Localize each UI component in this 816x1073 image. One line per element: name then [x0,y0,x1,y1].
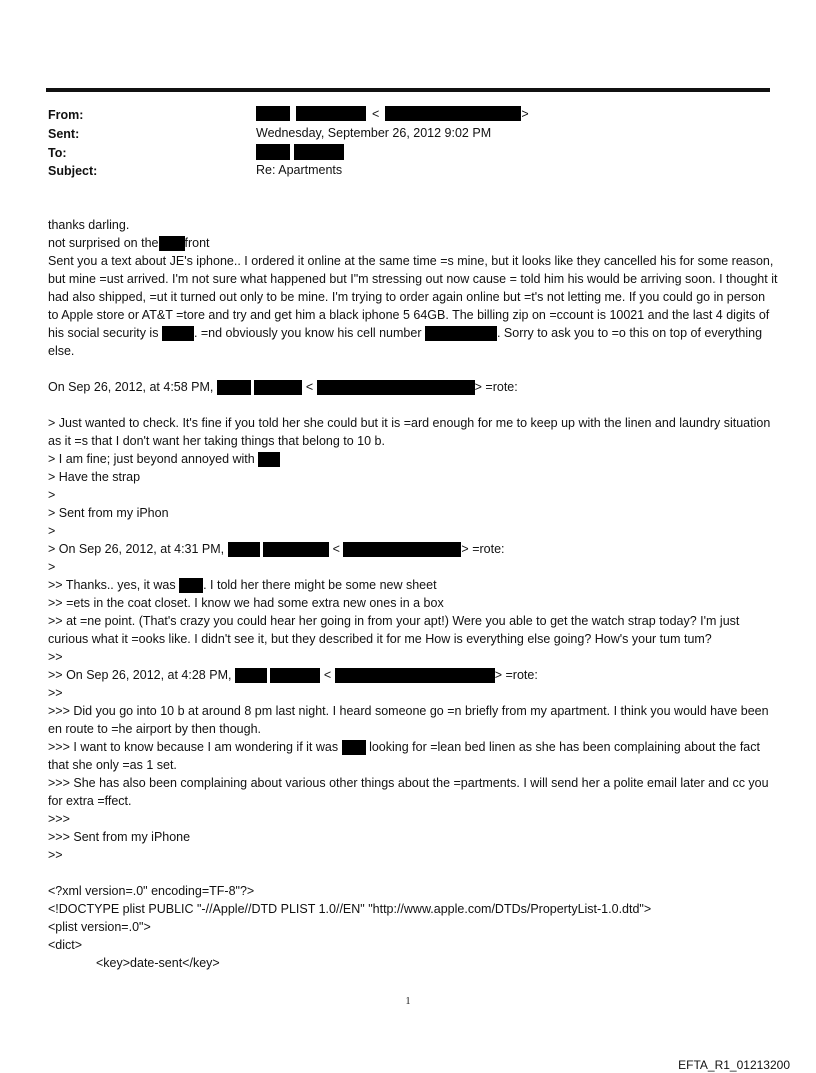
redaction-box [235,668,267,683]
quote-paragraph: >> at =ne point. (That's crazy you could hear her going in from your apt!) Were you able to get the watch strap today? I'm just curious what it =ooks like. I didn't see it, but they described it for me How is everything else going? How's your tum tum? [48,614,740,646]
body-line: thanks darling. [48,218,130,232]
redaction-box [179,578,203,593]
quote-line: >> [48,686,63,700]
subject-label: Subject: [48,164,98,178]
header-divider [46,88,770,92]
to-label: To: [48,146,67,160]
body-paragraph: Sent you a text about JE's iphone.. I ordered it online at the same time =s mine, but it looks like they cancelled his for some reason, but mine =ust arrived. I'm not sure what happened but I"m stressing out now cause = told him his would be arriving soon. I thought it had also shipped, =ut it turned out only to be mine. I'm trying to order again online but =t's not letting me. If you could go in person to Apple store or AT&T =tore and try and get him a black iphone 5 64GB. The billing zip on =ccount is 10021 and the last 4 digits of his social security is . =nd obviously you know his cell number . Sorry to ask you to =o this on top of everything else. [48,254,778,358]
sent-label: Sent: [48,127,80,141]
quote-line: >> [48,848,63,862]
quote-paragraph: >>> I want to know because I am wondering if it was looking for =lean bed linen as she has been complaining about the fact that she only =as 1 set. [48,740,760,772]
quote-header: > On Sep 26, 2012, at 4:31 PM, < > =rote: [48,542,505,556]
redaction-box [342,740,366,755]
quote-line: > Have the strap [48,470,141,484]
xml-line: <plist version=.0"> [48,920,151,934]
quote-line: >>> Sent from my iPhone [48,830,191,844]
redaction-box [425,326,497,341]
from-value [256,106,529,121]
redaction-box [294,144,344,160]
page-number: 1 [405,996,411,1007]
quote-line: >> Thanks.. yes, it was . I told her there might be some new sheet [48,578,437,592]
subject-value: Re: Apartments [256,163,343,177]
redaction-box [256,144,290,160]
quote-line: > I am fine; just beyond annoyed with [48,450,778,468]
from-lt: < [372,106,380,121]
from-gt: > [521,106,529,121]
redaction-box [258,452,280,467]
quote-line: > [48,560,56,574]
quote-paragraph: >>> She has also been complaining about various other things about the =partments. I will send her a polite email later and cc you for extra =ffect. [48,776,769,808]
redaction-box [343,542,461,557]
xml-line: <dict> [48,938,83,952]
redaction-box [270,668,320,683]
redaction-box [162,326,194,341]
redaction-box [256,106,290,121]
quote-header: On Sep 26, 2012, at 4:58 PM, < > =rote: [48,380,518,394]
document-id: EFTA_R1_01213200 [678,1058,790,1072]
body-line: not surprised on the front [48,236,210,250]
redaction-box [254,380,302,395]
sent-value: Wednesday, September 26, 2012 9:02 PM [256,126,492,140]
quote-header: >> On Sep 26, 2012, at 4:28 PM, < > =rote: [48,668,538,682]
redaction-box [228,542,260,557]
redaction-box [317,380,475,395]
quote-line: >> [48,650,63,664]
quote-paragraph: > Just wanted to check. It's fine if you told her she could but it is =ard enough for me to keep up with the linen and laundry situation as it =s that I don't want her taking things that belong to 10 b. [48,416,771,448]
from-label: From: [48,108,84,122]
to-value [256,144,344,160]
redaction-box [385,106,521,121]
quote-paragraph: >>> Did you go into 10 b at around 8 pm last night. I heard someone go =n briefly from my apartment. I think you would have been en route to =he airport by then though. [48,704,769,736]
email-body [48,216,778,972]
quote-line: > [48,488,56,502]
redaction-box [335,668,495,683]
redaction-box [296,106,366,121]
quote-line: >>> [48,812,70,826]
redaction-box [263,542,329,557]
quote-line: > Sent from my iPhon [48,506,169,520]
quote-line: >> =ets in the coat closet. I know we had some extra new ones in a box [48,596,444,610]
xml-line: <!DOCTYPE plist PUBLIC "-//Apple//DTD PLIST 1.0//EN" "http://www.apple.com/DTDs/PropertyList-1.0.dtd"> [48,902,652,916]
xml-line: <?xml version=.0" encoding=TF-8"?> [48,884,255,898]
xml-line: <key>date-sent</key> [96,956,220,970]
redaction-box [217,380,251,395]
redaction-box [159,236,185,251]
quote-line: > [48,524,56,538]
